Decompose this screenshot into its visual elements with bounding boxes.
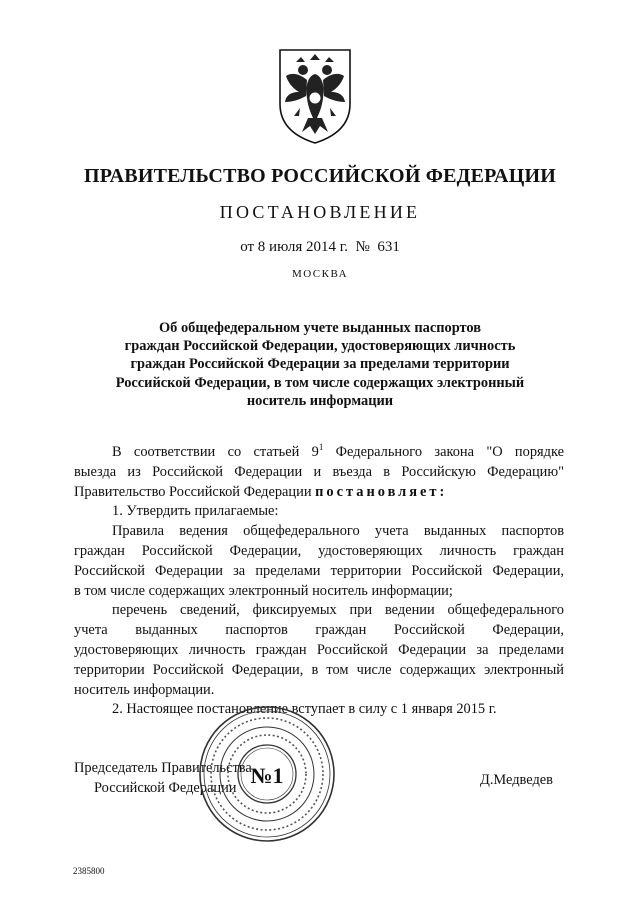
list-line: территории Российской Федерации, в том числе содержащих электронный [74, 661, 564, 678]
document-body [74, 438, 564, 720]
signatory-name: Д.Медведев [480, 772, 553, 788]
document-number: 631 [377, 239, 400, 255]
item-2: 2. Настоящее постановление вступает в силу с 1 января 2015 г. [112, 701, 497, 718]
rules-line: Правила ведения общефедерального учета выданных паспортов [112, 523, 564, 540]
list-line: учета выданных паспортов граждан Российской Федерации, [74, 622, 564, 639]
list-line: носитель информации. [74, 681, 215, 698]
intro-line [74, 438, 564, 463]
document-date: от 8 июля 2014 г. [240, 239, 348, 255]
item-1: 1. Утвердить прилагаемые: [112, 503, 279, 520]
title-line: носитель информации [246, 392, 394, 409]
title-line: Об общефедеральном учете выданных паспортов [158, 320, 482, 336]
article-superscript: 1 [318, 442, 324, 452]
title-line: Российской Федерации, в том числе содержащих электронный [115, 374, 525, 391]
intro-text: Правительство Российской Федерации [74, 483, 316, 500]
date-number-line [0, 239, 640, 256]
document-kind: ПОСТАНОВЛЕНИЕ [219, 202, 421, 222]
rules-paragraph [74, 522, 564, 601]
title-line: граждан Российской Федерации, удостоверяющих личность [124, 338, 516, 355]
official-seal-stamp [196, 703, 338, 845]
intro-paragraph [74, 438, 564, 502]
number-sign: № [355, 239, 370, 255]
signatory-position-line-1: Председатель Правительства [74, 760, 252, 776]
title-line: граждан Российской Федерации за пределами территории [130, 356, 510, 373]
state-emblem-icon [272, 46, 358, 146]
document-code: 2385800 [73, 866, 105, 876]
intro-text: В соответствии со статьей 9 [112, 444, 319, 460]
seal-number: №1 [250, 763, 284, 788]
list-line: перечень сведений, фиксируемых при ведении общефедерального [112, 602, 564, 619]
rules-line: граждан Российской Федерации, удостоверяющих личность граждан [74, 542, 564, 559]
intro-line [74, 483, 564, 503]
list-paragraph [74, 601, 564, 700]
intro-line: выезда из Российской Федерации и въезда в Российскую Федерацию" [74, 463, 564, 480]
rules-line: в том числе содержащих электронный носитель информации; [74, 582, 453, 599]
government-name: ПРАВИТЕЛЬСТВО РОССИЙСКОЙ ФЕДЕРАЦИИ [84, 165, 556, 187]
city-name: МОСКВА [291, 268, 349, 280]
resolves-word: постановляет: [315, 483, 448, 500]
intro-text: Федерального закона "О порядке [323, 444, 564, 460]
rules-line: Российской Федерации за пределами территории Российской Федерации, [74, 562, 564, 579]
document-title [100, 319, 540, 410]
signatory-position-line-2: Российской Федерации [94, 780, 237, 796]
list-line: удостоверяющих личность граждан Российской Федерации за пределами [74, 641, 564, 658]
